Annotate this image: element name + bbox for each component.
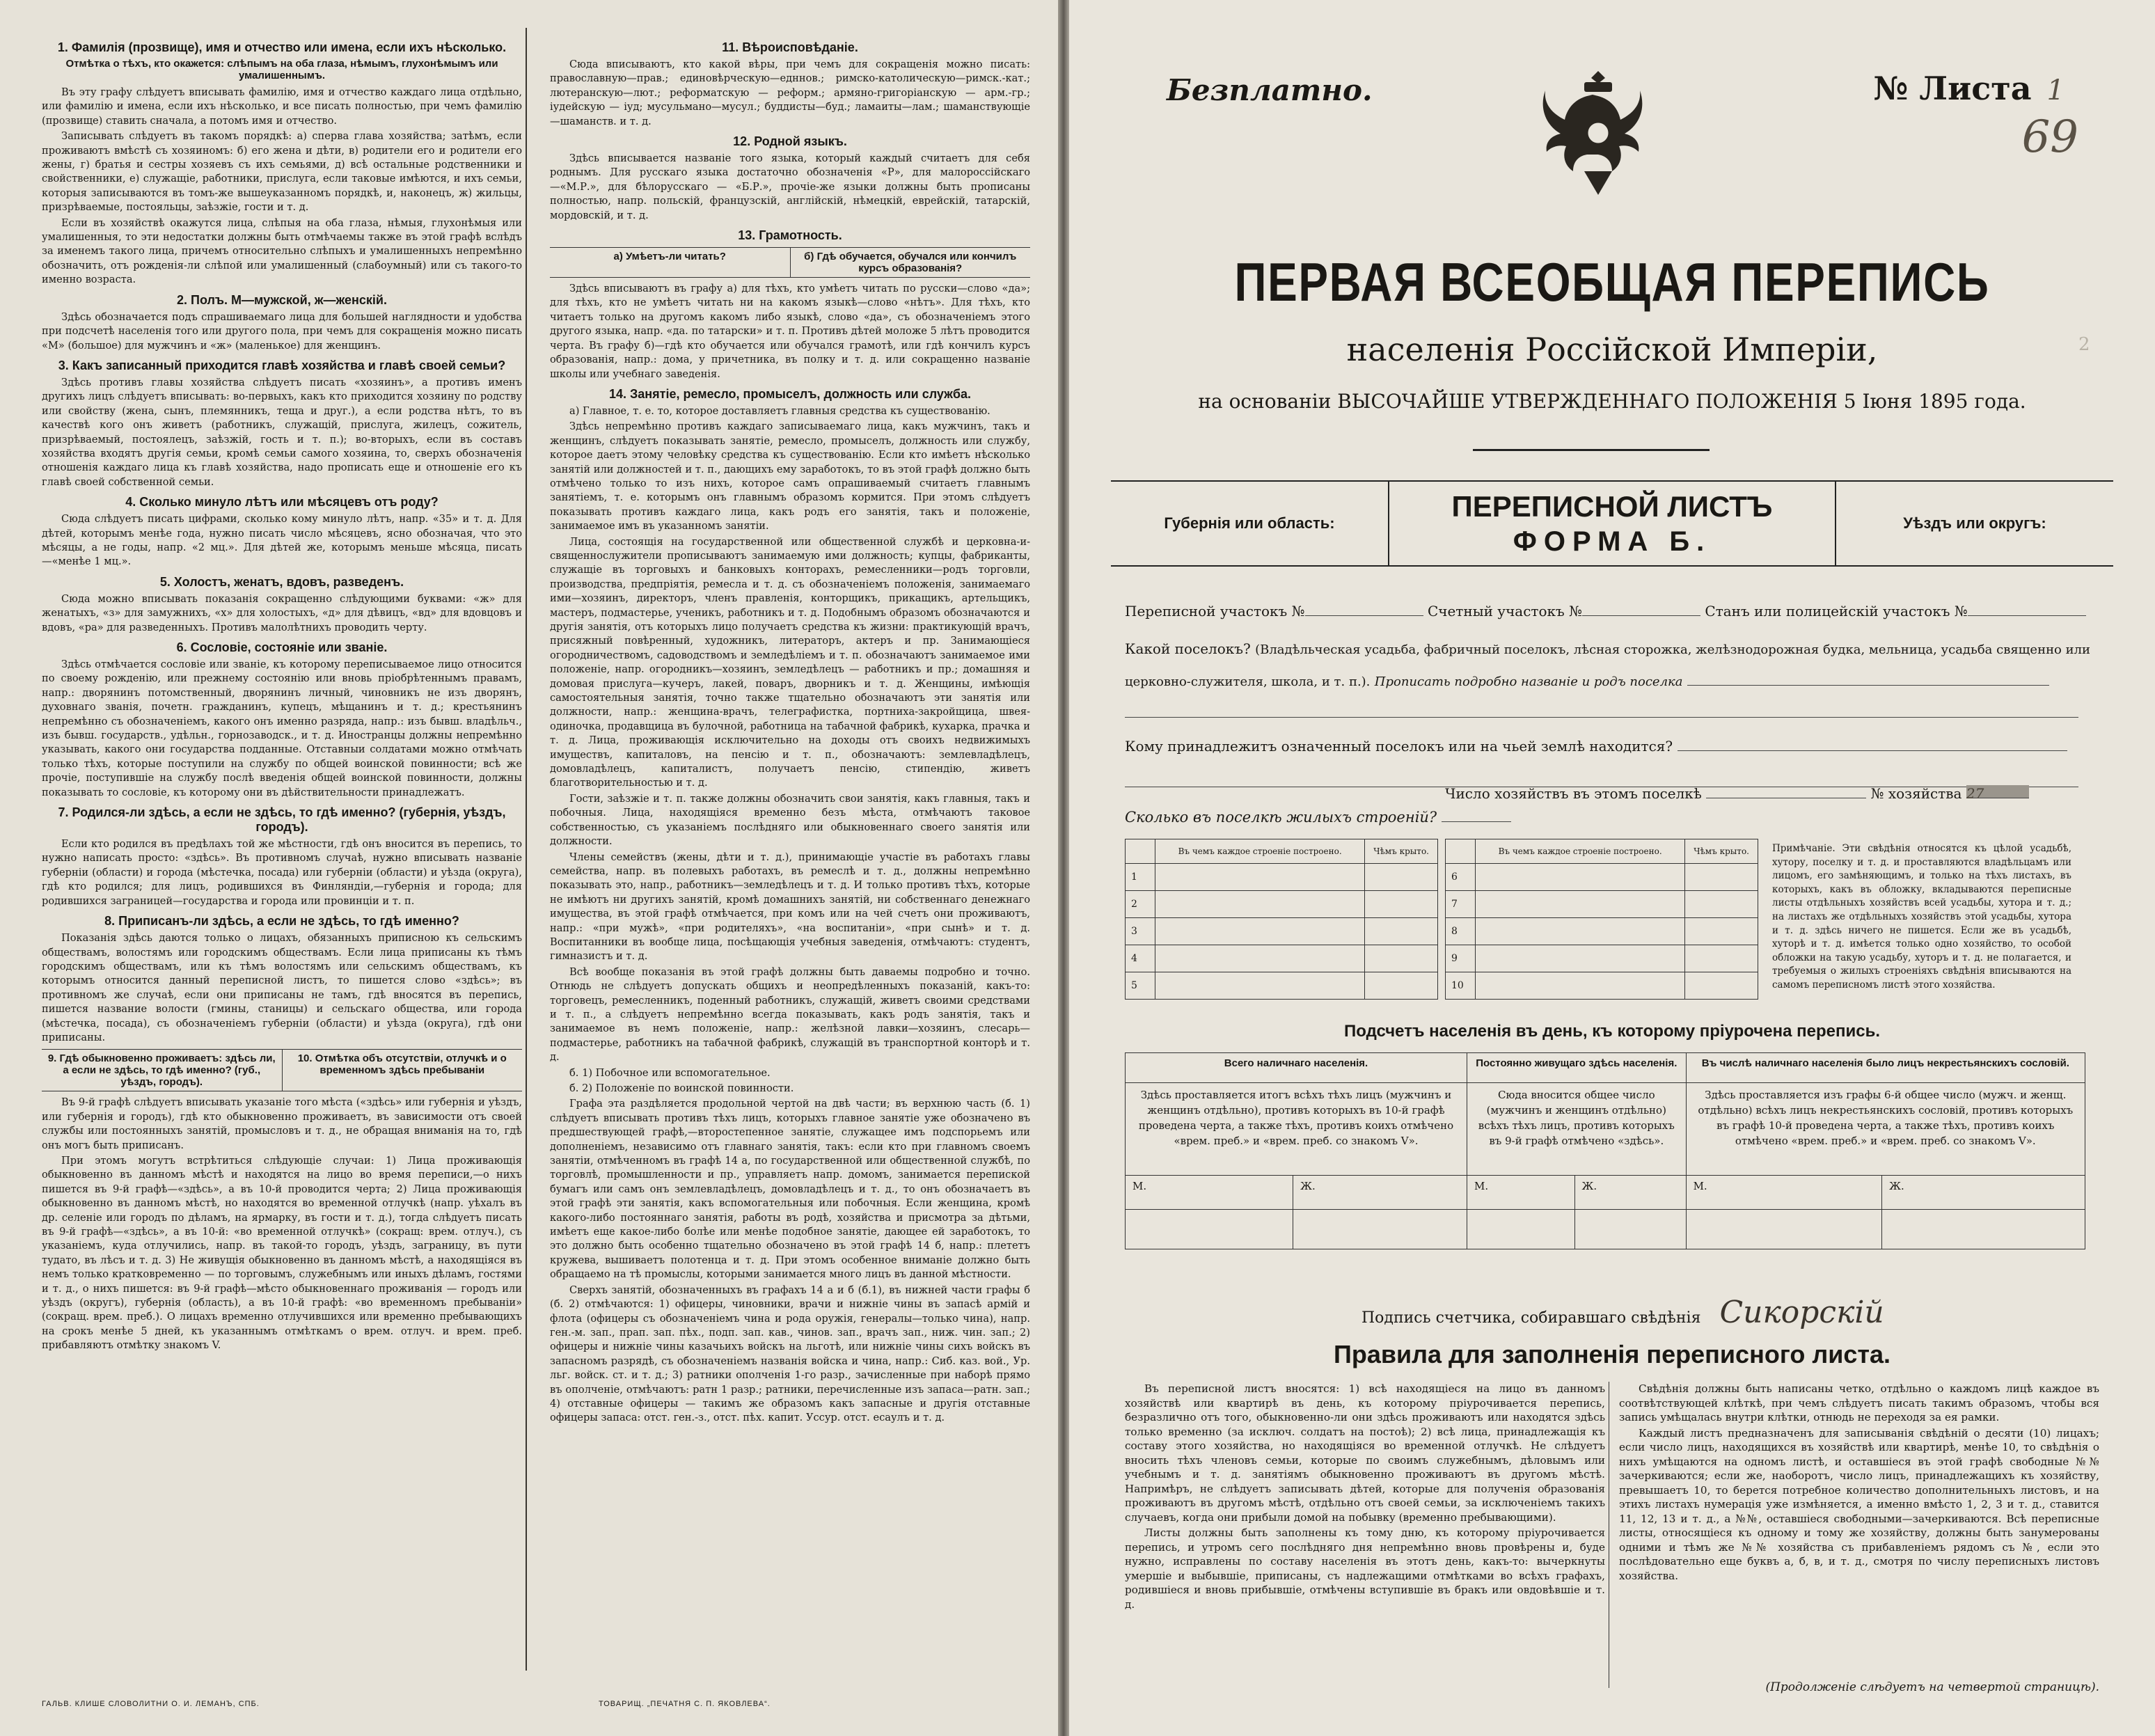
building-material-cell[interactable]: [1476, 891, 1685, 918]
section-paragraph: Сверхъ занятій, обозначенныхъ въ графахъ 14 а и б (б.1), въ нижней части графы б (б. 2) отмѣчаются: 1) офицеры, чиновники, врачи и нижніе чины въ запасѣ армій и флота (офицеры съ обозначеніемъ чина и рода оружія, генералы—только чина), напр. ген.-м. зап., прап. зап. пѣх., подп. зап. кав., чинов. зап., врачъ зап., ниж. чин. зап.; 2) офицеры и нижніе чины казачьихъ войскъ на льготѣ, или нижніе чины сихъ войскъ въ запасномъ разрядѣ, съ обозначеніемъ названія войска и чина, напр.: Сиб. каз. вой., Ур. льг. войск. ст. и т. д.; 3) ратники ополченія 1-го разр., зачисленные при наборѣ прямо въ ополченіе, отмѣчаютъ: ратн 1 разр.; ратники, перечисленные изъ запаса—ратн. зап.; 4) отставные офицеры — такимъ же образомъ какъ запасные и другія отставные офицеры запаса: отст. ген.-з., отст. пѣх. капит. Уссур. отст. есаулъ и т. д.: [550, 1284, 1030, 1424]
settlement-examples: (Владѣльческая усадьба, фабричный поселокъ, лѣсная сторожка, желѣзнодорожная будка, мельница, усадьба священно или: [1255, 642, 2091, 657]
section-paragraph: Графа эта раздѣляется продольной чертой на двѣ части; въ верхнюю часть (б. 1) слѣдуетъ вписывать противъ тѣхъ лицъ, которыхъ главное занятіе уже обозначено въ предшествующей графѣ,—второстепенное занятіе, служащее имъ подспорьемъ или дополненіемъ, независимо отъ главнаго занятія, такъ: если кто при главномъ своемъ занятіи, отмѣченномъ въ графѣ 14 а, по государственной или общественной службѣ, по торговлѣ, промышленности и пр., управляетъ напр. домомъ, занимается перепиской бумагъ или самъ онъ землевладѣлецъ, домовладѣлецъ и т. д., то онъ обозначаетъ въ этой графѣ эти занятія, какъ вспомогательныя или побочныя. Если женщина, кромѣ какого-либо постояннаго занятія, работы въ родѣ, хозяйства и присмотра за дѣтьми, имѣетъ еще какое-либо болѣе или менѣе подобное занятіе, дающее ей заработокъ, то это должно быть особенно тщательно обозначено въ этой графѣ 14 б, напр.: плететъ кружева, вышиваетъ полотенца и т. д. При этомъ особенное вниманіе должно быть обращаемо на тѣ промыслы, которыми занимается много лицъ въ данной мѣстности.: [550, 1098, 1030, 1281]
building-number: 1: [1126, 864, 1155, 891]
buildings-row: [1446, 972, 1758, 1000]
building-roof-cell[interactable]: [1365, 918, 1438, 945]
buildings-field[interactable]: [1442, 809, 1511, 822]
settlement-field[interactable]: [1687, 672, 2049, 686]
building-number: 2: [1126, 891, 1155, 918]
buildings-table-left: [1125, 839, 1438, 1000]
buildings-row: [1446, 891, 1758, 918]
rules-title: Правила для заполненія переписного листа.: [1333, 1340, 1891, 1368]
rules-paragraph: Въ переписной листъ вносятся: 1) всѣ находящіеся на лицо въ данномъ хозяйствѣ или квартирѣ въ день, къ которому пріурочивается перепись, безразлично отъ того, обыкновенно-ли они здѣсь проживаютъ или находятся здѣсь только временно (за исключ. солдатъ на постоѣ); 2) всѣ лица, принадлежащія къ составу этого хозяйства, но находящіяся во временной отлучкѣ. Не слѣдуетъ вносить тѣхъ членовъ семьи, которые по своимъ служебнымъ, дѣловымъ или учебнымъ и т. д. занятіямъ обыкновенно проживаютъ въ другомъ мѣстѣ. Напримѣръ, не слѣдуетъ записывать дѣтей, которые для полученія образованія проживаютъ въ другомъ мѣстѣ, отдѣльно отъ своей семьи, за исключеніемъ такихъ случаевъ, когда они прибыли домой на побывку (временно пребывающими).: [1125, 1382, 1605, 1524]
section-heading: 5. Холостъ, женатъ, вдовъ, разведенъ.: [159, 574, 404, 589]
building-roof-cell[interactable]: [1365, 972, 1438, 1000]
count-column-description: Здѣсь проставляется итогъ всѣхъ тѣхъ лицъ (мужчинъ и женщинъ отдѣльно), противъ которыхъ въ 10-й графѣ проведена черта, а также тѣхъ, противъ коихъ отмѣчено «врем. преб.» и «врем. преб. со знакомъ V».: [1126, 1083, 1467, 1176]
population-count-table: [1125, 1052, 2085, 1249]
rules-column-left: [1125, 1382, 1605, 1613]
census-district-field[interactable]: [1305, 603, 1423, 616]
signature-label: Подпись счетчика, собиравшаго свѣдѣнія: [1361, 1309, 1701, 1327]
continued-note: (Продолженіе слѣдуетъ на четвертой страницѣ).: [1765, 1680, 2099, 1694]
printer-credit-left: ГАЛЬВ. КЛИШЕ СЛОВОЛИТНИ О. И. ЛЕМАНЪ, СПБ.: [42, 1700, 260, 1708]
building-roof-cell[interactable]: [1685, 864, 1758, 891]
building-number: 10: [1446, 972, 1476, 1000]
column-divider: [526, 28, 527, 1671]
buildings-row: [1126, 891, 1438, 918]
female-total-cell[interactable]: [1574, 1210, 1686, 1249]
section-13-subheader: [550, 247, 1030, 278]
building-number: 9: [1446, 945, 1476, 972]
households-count-field[interactable]: [1706, 785, 1866, 798]
buildings-col-roof: Чѣмъ крыто.: [1365, 839, 1438, 864]
rules-column-right: [1619, 1382, 2099, 1584]
literacy-education-heading: б) Гдѣ обучается, обучался или кончилъ курсъ образованія?: [804, 251, 1017, 275]
rules-paragraph: Каждый листъ предназначенъ для записыванія свѣдѣній о десяти (10) лицахъ; если число лицъ, находящихся въ хозяйствѣ или квартирѣ, менѣе 10, то свѣдѣнія о нихъ умѣщаются на одномъ листѣ, и оставшіеся въ этой графѣ свободные №№ зачеркиваются; если же, наоборотъ, число лицъ, принадлежащихъ къ хозяйству, превышаетъ 10, то берется потребное количество дополнительныхъ листовъ, и на этихъ листахъ нумерація уже измѣняется, а именно вмѣсто 1, 2, 3 и т. д., ставится 11, 12, 13 и т. д., а №№, оставшіеся свободными—зачеркиваются. Всѣ переписные листы, относящіеся къ одному и тому же хозяйству, должны быть занумерованы одними и тѣмъ же №№ хозяйства съ прибавленіемъ рядомъ съ №, если это послѣдовательно еще буквъ а, б, в, и т. д., смотря по числу переписныхъ листовъ хозяйства.: [1619, 1426, 2099, 1582]
counting-district-field[interactable]: [1582, 603, 1700, 616]
building-roof-cell[interactable]: [1685, 945, 1758, 972]
buildings-row: [1446, 918, 1758, 945]
buildings-note: Примѣчаніе. Эти свѣдѣнія относятся къ цѣлой усадьбѣ, хутору, поселку и т. д. и проставляются владѣльцамъ или лицомъ, его замѣняющимъ, и только на тѣхъ листахъ, въ которыхъ, какъ въ обложку, вкладываются переписные листы отдѣльныхъ хозяйствъ всей усадьбы, хутора и т. д.; на листахъ же отдѣльныхъ хозяйствъ этой усадьбы, хутора и т. д. здѣсь ничего не пишется. Если же въ усадьбѣ, хуторѣ и т. д. имѣется только одно хозяйство, то особой обложки на такую усадьбу, хуторъ и т. д. не полагается, и требуемыя о жилыхъ строеніяхъ свѣдѣнія вписываются на самомъ переписномъ листѣ этого хозяйства.: [1772, 843, 2071, 991]
building-material-cell[interactable]: [1155, 972, 1365, 1000]
districts-line: [1125, 603, 2099, 620]
section-paragraph: Лица, состоящія на государственной или общественной службѣ и церковна-и-священнослужители прописываютъ занимаемую ими должность; купцы, фабриканты, служащіе въ торговыхъ и банковыхъ конторахъ, ремесленники—родъ торговли, производства, предпріятія, ремесла и т. д. съ обозначеніемъ положенія, занимаемаго ими—хозяинъ, директоръ, членъ правленія, конторщикъ, прикащикъ, артельщикъ, мастеръ, подмастерье, ученикъ, работникъ и т. д. Подобнымъ образомъ обозначаются и другія занятія, отъ которыхъ лицо получаетъ средства къ жизни: практикующій врачъ, присяжный повѣренный, художникъ, литераторъ, актеръ и пр. Занимающіеся огородничествомъ, садоводствомъ и земледѣліемъ и т. п. обозначаютъ занимаемое ими положеніе, напр. огородникъ—хозяинъ, земледѣлецъ — работникъ и пр.; домашняя и домовая прислуга—кучеръ, лакей, поваръ, дворникъ и т. д. Женщины, имѣющія самостоятельныя занятія, точно также тщательно обозначаютъ эти занятія или должности, напр.: женщина-врачъ, телеграфистка, портниха-закройщица, швея-одиночка, продавщица въ булочной, работница на табачной фабрикѣ, кухарка, прачка и т. д. Лица, проживающія исключительно на доходы отъ своихъ недвижимыхъ имуществъ, капиталовъ, на пенсію и т. п., обозначаютъ: землевладѣлецъ, домовладѣлецъ, капиталистъ, получаетъ пенсію, стипендію, живетъ благотворительностью и т. д.: [550, 535, 1030, 789]
building-material-cell[interactable]: [1155, 891, 1365, 918]
census-district-label: Переписной участокъ №: [1125, 603, 1305, 620]
owner-line: [1125, 738, 2099, 755]
form-header: [1111, 480, 2113, 567]
section-paragraph: Въ 9-й графѣ слѣдуетъ вписывать указаніе того мѣста («здѣсь» или губернія и уѣздъ, или губернія и городъ), гдѣ кто обыкновенно проживаетъ, въ зависимости отъ своей службы или постоянныхъ занятій, промысловъ и т. д., не обращая вниманія на то, гдѣ онъ могъ быть приписанъ.: [42, 1096, 522, 1151]
male-label: М.: [1126, 1176, 1293, 1210]
section-heading: 7. Родился-ли здѣсь, а если не здѣсь, то гдѣ именно? (губернія, уѣздъ, городъ).: [58, 805, 506, 835]
sheet-number-handwritten: 1: [2046, 74, 2065, 106]
section-9-heading: 9. Гдѣ обыкновенно проживаетъ: здѣсь ли, а если не здѣсь, то гдѣ именно? (губ., уѣздъ, городъ).: [42, 1050, 283, 1091]
building-material-cell[interactable]: [1155, 945, 1365, 972]
archive-number-handwritten: 69: [2021, 111, 2078, 163]
section-paragraph: Здѣсь вписываютъ въ графу а) для тѣхъ, кто умѣетъ читать по русски—слово «да»; для тѣхъ, кто не умѣетъ читать ни на какомъ языкѣ—слово «нѣтъ». Для тѣхъ, кто читаетъ только на другомъ какомъ либо языкѣ, слово «да», съ обозначеніемъ этого другого языка, напр. «да. по татарски» и т. п. Противъ дѣтей моложе 5 лѣтъ проводится черта. Въ графу б)—гдѣ кто обучается или обучался грамотѣ, или гдѣ кончилъ курсъ образованія, напр.: дома, у причетника, въ полку и т. д. или сокращенно названіе школы или учебнаго заведенія.: [550, 283, 1030, 380]
section-heading: 14. Занятіе, ремесло, промыселъ, должность или служба.: [608, 386, 972, 401]
counting-district-label: Счетный участокъ №: [1427, 603, 1583, 620]
buildings-col-material: Въ чемъ каждое строеніе построено.: [1155, 839, 1365, 864]
section-heading: 8. Приписанъ-ли здѣсь, а если не здѣсь, то гдѣ именно?: [104, 914, 459, 929]
sheet-number: [1873, 70, 2078, 163]
rules-paragraph: Листы должны быть заполнены къ тому дню, къ которому пріурочивается перепись, и утромъ сего послѣдняго дня непремѣнно вновь провѣрены и, буде нужно, исправлены по составу населенія въ этотъ день, какъ-то: вычеркнуты умершіе и выбывшіе, приписаны, съ надлежащими отмѣтками во всѣхъ графахъ, родившіеся и вновь прибывшіе, отмѣчены вступившіе въ бракъ или овдовѣвшіе и т. д.: [1125, 1526, 1605, 1611]
building-material-cell[interactable]: [1155, 864, 1365, 891]
section-paragraph: Здѣсь вписывается названіе того языка, который каждый считаетъ для себя роднымъ. Для русскаго языка достаточно обозначенія «Р», для малороссійскаго—«М.Р.», для бѣлорусскаго — «Б.Р.», прочіе-же языки должны быть прописаны полностью, напр. польскій, французскій, англійскій, нѣмецкій, еврейскій, татарскій, мордовскій, и т. д.: [550, 152, 1030, 221]
section-paragraph: Гости, заѣзжіе и т. п. также должны обозначить свои занятія, какъ главныя, такъ и побочныя. Лица, находящіяся временно безъ мѣста, отмѣчаютъ таковое собственностью, съ указаніемъ послѣдняго или обыкновеннаго своего занятія или должности.: [550, 792, 1030, 848]
count-column-heading: Всего наличнаго населенія.: [1126, 1053, 1467, 1083]
settlement-label: Какой поселокъ?: [1125, 640, 1251, 657]
buildings-col-roof-2: Чѣмъ крыто.: [1685, 839, 1758, 864]
section-paragraph: Показанія здѣсь даются только о лицахъ, обязанныхъ приписною къ сельскимъ обществамъ, волостямъ или городскимъ обществамъ. Если лица приписаны къ тѣмъ городскимъ обществамъ, или къ тѣмъ волостямъ или сельскимъ обществамъ, къ которымъ относится данный переписной листъ, то пишется слово «здѣсь»; въ противномъ же случаѣ, если они приписаны не тамъ, гдѣ вносятся въ перепись, пишется название волости (гмины, станицы) и сельскаго общества, или города (мѣстечка, посада), съ обозначеніемъ губерніи (области) и уѣзда (округа), гдѣ они приписаны.: [42, 932, 522, 1043]
building-number: 7: [1446, 891, 1476, 918]
section-heading: 11. Вѣроисповѣданіе.: [722, 40, 858, 54]
uezd-label: Уѣздъ или округъ:: [1903, 514, 2046, 532]
building-number: 5: [1126, 972, 1155, 1000]
building-material-cell[interactable]: [1476, 918, 1685, 945]
census-subtitle: населенія Россійской Имперіи,: [1346, 331, 1878, 368]
building-roof-cell[interactable]: [1685, 918, 1758, 945]
gubernia-label: Губернія или область:: [1164, 514, 1335, 532]
section-paragraph: Если въ хозяйствѣ окажутся лица, слѣпыя на оба глаза, нѣмыя, глухонѣмыя или умалишенныя, то эти недостатки должны быть отмѣчаемы также въ этой графѣ вслѣдъ за именемъ такого лица, причемъ относительно слѣпыхъ и умалишенныхъ непремѣнно обозначить, отъ рожденія-ли слѣпой или умалишенный (слабоумный) или съ такого-то именно возраста.: [42, 216, 522, 286]
count-column-heading: Постоянно живущаго здѣсь населенія.: [1467, 1053, 1687, 1083]
legal-basis: на основаніи ВЫСОЧАЙШЕ УТВЕРЖДЕННАГО ПОЛОЖЕНІЯ 5 Іюня 1895 года.: [1198, 390, 2026, 413]
sheet-title: ПЕРЕПИСНОЙ ЛИСТЪ: [1451, 490, 1773, 523]
section-heading: 3. Какъ записанный приходится главѣ хозяйства и главѣ своей семьи?: [58, 358, 506, 372]
section-10-heading: 10. Отмѣтка объ отсутствіи, отлучкѣ и о временномъ здѣсь пребываніи: [297, 1052, 507, 1077]
building-material-cell[interactable]: [1476, 864, 1685, 891]
rules-paragraph: Свѣдѣнія должны быть написаны четко, отдѣльно о каждомъ лицѣ каждое въ соотвѣтствующей клѣткѣ, при чемъ слѣдуетъ писать такимъ образомъ, чтобы вся запись умѣщалась внутри клѣтки, отнюдь не переходя за ея рамки.: [1619, 1382, 2099, 1423]
enumerator-signature-line: [1361, 1295, 1884, 1330]
female-label: Ж.: [1293, 1176, 1467, 1210]
section-heading: 2. Полъ. М—мужской, ж—женскій.: [177, 292, 387, 307]
section-heading: 6. Сословіе, состояніе или званіе.: [176, 640, 388, 654]
sheet-number-label: № Листа: [1873, 70, 2032, 107]
free-label: Безплатно.: [1167, 73, 1373, 107]
building-number: 8: [1446, 918, 1476, 945]
building-number: 3: [1126, 918, 1155, 945]
buildings-line: [1125, 809, 2099, 826]
section-paragraph: а) Главное, т. е. то, которое доставляетъ главныя средства къ существованію.: [569, 404, 990, 417]
section-paragraph: Здѣсь обозначается подъ спрашиваемаго лица для большей наглядности и удобства при подсчетѣ населенія того или другого пола, при чемъ для сокращенія можно писать «М» (большое) для мужчинъ и «ж» (маленькое) для женщинъ.: [42, 310, 522, 352]
households-count-label: Число хозяйствъ въ этомъ поселкѣ: [1445, 785, 1702, 802]
settlement-field-cont[interactable]: [1125, 704, 2078, 718]
section-heading: 12. Родной языкъ.: [733, 134, 847, 149]
section-paragraph: Сюда слѣдуетъ писать цифрами, сколько кому минуло лѣтъ, напр. «35» и т. д. Для дѣтей, которымъ менѣе года, нужно писать число мѣсяцевъ, ясно обозначая, что это мѣсяцы, а не годы, напр. «2 мц.». Для дѣтей же, которымъ меньше мѣсяца, писать—«менѣе 1 мц.».: [42, 513, 522, 568]
buildings-row: [1126, 864, 1438, 891]
instructions-column-right: [550, 35, 1030, 1427]
printer-credit-right: ТОВАРИЩ. „ПЕЧАТНЯ С. П. ЯКОВЛЕВА“.: [599, 1700, 771, 1708]
section-paragraph: Всѣ вообще показанія въ этой графѣ должны быть даваемы подробно и точно. Отнюдь не слѣдуетъ допускать общихъ и неопредѣленныхъ показаній, какъ-то: торговецъ, ремесленникъ, поденный работникъ, служащій, живетъ своими средствами и т. п., а слѣдуетъ непремѣнно всегда показывать, какъ родъ занятія, такъ и занимаемое въ немъ положеніе, напр.: желѣзной лавки—хозяинъ, слесарь—подмастерье, работникъ на табачной фабрикѣ, служащій въ транспортной конторѣ и т. д.: [550, 965, 1030, 1064]
title-rule: [1473, 449, 1710, 451]
section-paragraph: При этомъ могутъ встрѣтиться слѣдующіе случаи: 1) Лица проживающія обыкновенно въ данномъ мѣстѣ и находятся на лицо во время переписи,—о нихъ пишется въ 9-й графѣ—«здѣсь», а въ 10-й проводится черта; 2) Лица проживающія обыкновенно въ данномъ мѣстѣ, но находятся во временной отлучкѣ (напр. уѣхалъ въ др. селеніе или городъ по дѣламъ, на ярмарку, въ гости и т. д.), тогда слѣдуетъ писать въ 9-й графѣ—«здѣсь», а въ 10-й: «во временной отлучкѣ» (сокращ: врем. отлуч.), съ указаніемъ, куда отлучились, напр. въ такой-то городъ, уѣздъ, заграницу, въ пути тудатo, въ лѣсъ и т. д. 3) Не живущія обыкновенно въ данномъ мѣстѣ, а находящіяся въ немъ только кратковременно — по торговымъ, служебнымъ или иныхъ дѣламъ, гостями и т. д., о нихъ пишется: въ 9-й графѣ—мѣсто обыкновеннаго проживанія — городъ или уѣздъ (округъ), губернія (область), а въ 10-й графѣ: «во временномъ пребываніи» (сокращ. врем. преб.). О лицахъ временно отлучившихся или временно пребывающихъ на срокъ менѣе 5 дней, къ указаннымъ отмѣткамъ о врем. отлуч. и врем. преб. прибавляютъ отмѣтку знакомъ V.: [42, 1154, 522, 1352]
settlement-instruction: Прописать подробно названіе и родъ поселка: [1374, 674, 1683, 689]
section-paragraph: Сюда вписываютъ, кто какой вѣры, при чемъ для сокращенія можно писать: православную—прав.; единовѣрческую—едннов.; римско-католическую—римск.-кат.; лютеранскую—лют.; реформатскую — реформ.; армяно-григоріанскую — арм.-гр.; іудейскую — іуд; мусульманo—мусул.; буддисты—буд.; ламаиты—лам.; шаманствующіе—шаманств. и т. д.: [550, 58, 1030, 127]
section-paragraph: Если кто родился въ предѣлахъ той же мѣстности, гдѣ онъ вносится въ перепись, то нужно написать просто: «здѣсь». Въ противномъ случаѣ, нужно вписывать названіе губерніи (области) и города (мѣстечка, посада) или губерніи (области) и уѣзда (округа), гдѣ кто родился; для лицъ, родившихся въ Финляндіи,—губернія и города; для родившихся заграницей—государства и города или провинціи и т. п.: [42, 838, 522, 907]
count-column-description: Здѣсь проставляется изъ графы 6-й общее число (мужч. и женщ. отдѣльно) всѣхъ лицъ некрестьянскихъ сословій, противъ которыхъ въ графѣ 10-й проведена черта, а также тѣхъ, противъ коихъ отмѣчено «врем. преб.» и «врем. преб. со знакомъ V».: [1686, 1083, 2085, 1176]
section-paragraph: б. 1) Побочное или вспомогательное.: [569, 1066, 771, 1079]
male-total-cell[interactable]: [1467, 1210, 1574, 1249]
buildings-label: Сколько въ поселкѣ жилыхъ строеній?: [1125, 809, 1437, 826]
police-district-field[interactable]: [1968, 603, 2086, 616]
section-paragraph: Записывать слѣдуетъ въ такомъ порядкѣ: а) сперва глава хозяйства; затѣмъ, если проживаютъ вмѣстѣ съ хозяиномъ: б) его жена и дѣти, в) родители его и родители его жены, г) братья и сестры хозяевъ съ ихъ семьями, д) всѣ остальные родственники и свойственники, е) служащіе, работники, прислуга, если таковые имѣются, и ихъ семьи, которыя записываются въ томъ-же вышеуказанномъ порядкѣ, и, наконецъ, ж) жильцы, призрѣваемые, постояльцы, заѣзжіе, гости и т. д.: [42, 130, 522, 214]
section-paragraph: Въ эту графу слѣдуетъ вписывать фамилію, имя и отчество каждаго лица отдѣльно, или фамилію и имена, если ихъ нѣсколько, и все писать полностью, при чемъ фамилію (прозвище) ставить сначала, а потомъ имя и отчество.: [42, 86, 522, 127]
blank-line: [1125, 704, 2099, 721]
building-roof-cell[interactable]: [1365, 945, 1438, 972]
section-paragraph: Здѣсь противъ главы хозяйства слѣдуетъ писать «хозяинъ», а противъ именъ другихъ лицъ слѣдуетъ вписывать: во-первыхъ, какъ кто приходится хозяину по родству или свойству (жена, сынъ, племянникъ, теща и друг.), а если родства нѣтъ, то въ качествѣ кого онъ живетъ (работникъ, служащій, прислуга, жилецъ, сожитель, призрѣваемый, постоялецъ, заѣзжій, гость и т. п.); во-вторыхъ, если въ составъ хозяйства входятъ другія семьи, кромѣ семьи самого хозяина, то, сверхъ обозначенія отношенія каждаго лица къ главѣ хозяйства, надо прописать еще и отношеніе его къ главѣ своей собственной семьи.: [42, 376, 522, 488]
female-total-cell[interactable]: [1293, 1210, 1467, 1249]
census-form-page: [1069, 0, 2155, 1736]
buildings-row: [1126, 918, 1438, 945]
instructions-column-left: [42, 35, 522, 1355]
settlement-line-2: [1125, 672, 2099, 689]
building-material-cell[interactable]: [1155, 918, 1365, 945]
building-roof-cell[interactable]: [1365, 891, 1438, 918]
building-roof-cell[interactable]: [1365, 864, 1438, 891]
section-heading: 4. Сколько минуло лѣтъ или мѣсяцевъ отъ роду?: [125, 495, 439, 510]
male-label: М.: [1467, 1176, 1574, 1210]
gubernia-field[interactable]: [1111, 482, 1388, 565]
count-column-description: Сюда вносится общее число (мужчинъ и женщинъ отдѣльно) всѣхъ тѣхъ лицъ, противъ которыхъ въ 9-й графѣ отмѣчено «здѣсь».: [1467, 1083, 1687, 1176]
section-heading: 1. Фамилія (прозвище), имя и отчество или имена, если ихъ нѣсколько.: [57, 40, 507, 54]
section-subheading: Отмѣтка о тѣхъ, кто окажется: слѣпымъ на оба глаза, нѣмымъ, глухонѣмымъ или умалишеннымъ.: [65, 58, 498, 81]
building-roof-cell[interactable]: [1685, 891, 1758, 918]
buildings-table-right: [1445, 839, 1758, 1000]
owner-label: Кому принадлежитъ означенный поселокъ или на чьей землѣ находится?: [1125, 738, 1673, 755]
population-count-title: Подсчетъ населенія въ день, къ которому пріурочена перепись.: [1344, 1022, 1880, 1041]
section-heading: 13. Грамотность.: [738, 228, 842, 243]
section-paragraph: б. 2) Положеніе по воинской повинности.: [569, 1082, 794, 1094]
building-material-cell[interactable]: [1476, 945, 1685, 972]
male-label: М.: [1686, 1176, 1882, 1210]
section-paragraph: Здѣсь непремѣнно противъ каждаго записываемаго лица, какъ мужчинъ, такъ и женщинъ, слѣдуетъ показывать занятіе, ремесло, промыселъ, должность или службу, которое даетъ этому человѣку средства къ существованію. Если кто имѣетъ нѣсколько занятій или должностей и т. п., дающихъ ему заработокъ, то въ этой графѣ должно быть отмѣчено только то изъ нихъ, которое самъ опрашиваемый считаетъ главнымъ занятіемъ, т. е. которымъ онъ главнымъ образомъ кормится. При этомъ слѣдуетъ показывать противъ каждаго лица, какъ родъ его занятія, такъ и положеніе, занимаемое имъ въ указанномъ занятіи.: [550, 420, 1030, 532]
households-line: [1445, 785, 2099, 802]
building-roof-cell[interactable]: [1685, 972, 1758, 1000]
household-number-label: № хозяйства: [1870, 785, 1962, 802]
buildings-row: [1126, 972, 1438, 1000]
household-number-handwritten: 27: [1966, 785, 2029, 798]
buildings-row: [1446, 945, 1758, 972]
uezd-field[interactable]: [1836, 482, 2113, 565]
male-total-cell[interactable]: [1126, 1210, 1293, 1249]
count-column-heading: Въ числѣ наличнаго населенія было лицъ некрестьянскихъ сословій.: [1686, 1053, 2085, 1083]
book-spine: [1058, 0, 1069, 1736]
female-label: Ж.: [1882, 1176, 2085, 1210]
female-label: Ж.: [1574, 1176, 1686, 1210]
police-district-label: Станъ или полицейскій участокъ №: [1705, 603, 1968, 620]
enumerator-signature[interactable]: Сикорскій: [1719, 1295, 1884, 1330]
form-label: ФОРМА Б.: [1513, 526, 1712, 557]
sheet-title-box: [1388, 482, 1836, 565]
literacy-read-heading: а) Умѣетъ-ли читать?: [550, 248, 791, 277]
buildings-col-material-2: Въ чемъ каждое строеніе построено.: [1476, 839, 1685, 864]
building-number: 6: [1446, 864, 1476, 891]
section-paragraph: Сюда можно вписывать показанія сокращенно слѣдующими буквами: «ж» для женатыхъ, «з» для замужнихъ, «х» для холостыхъ, «д» для дѣвицъ, «вд» для вдовцовъ и вдовъ, «ра» для разведенныхъ. Противъ малолѣтнихъ проводить черту.: [42, 592, 522, 633]
section-paragraph: Здѣсь отмѣчается сословіе или званіе, къ которому переписываемое лицо относится по своему рожденію, или прежнему состоянію или вновь пріобрѣтеннымъ правамъ, напр.: дворянинъ потомственный, дворянинъ личный, чиновникъ не изъ дворянъ, духовнаго званія, почетн. гражданинъ, купецъ, мѣщанинъ и т. д.; крестьянинъ непремѣнно съ обозначеніемъ, какого онъ именно разряда, напр.: изъ бывш. владѣльч., изъ бывш. государств., удѣльн., горнозаводск., и т. д. Иностранцы должны непремѣнно указывать, какого они государства подданные. Отставныи солдатами можно отмѣчать только тѣхъ, которые поступили на службу по общей воинской повинности; всѣ же прочіе, поступившіе на службу послѣ введенія общей воинской повинности, должны показывать то сословіе, къ которому они въ дѣйствительности принадлежатъ.: [42, 658, 522, 798]
buildings-row: [1126, 945, 1438, 972]
instructions-page: [0, 0, 1058, 1736]
male-total-cell[interactable]: [1686, 1210, 1882, 1249]
section-paragraph: Члены семействъ (жены, дѣти и т. д.), принимающіе участіе въ работахъ главы семейства, напр. въ полевыхъ работахъ, въ ремеслѣ и т. д., должны непремѣнно показывать это, напр., работникъ—земледѣлецъ и т. д. И только противъ тѣхъ, которые не имѣютъ ни другихъ занятій, кромѣ домашнихъ занятій, ни собственнаго денежнаго имущества, въ этой графѣ отмѣчается, при комъ или на чей счетъ они проживаютъ, напр.: «при мужѣ», «при родителяхъ», «на воспитаніи», «при сынѣ» и т. д. Воспитанники въ вообще лица, посѣщающія учебныя заведенія, отмѣчаютъ: студентъ, гимназистъ и т. д.: [550, 851, 1030, 963]
bleed-through-mark: 2: [2078, 334, 2090, 355]
building-material-cell[interactable]: [1476, 972, 1685, 1000]
settlement-examples-cont: церковно-служителя, школа, и т. п.).: [1125, 674, 1371, 689]
imperial-eagle-emblem: [1542, 67, 1654, 199]
sections-9-10-header: [42, 1049, 522, 1091]
building-number: 4: [1126, 945, 1155, 972]
female-total-cell[interactable]: [1882, 1210, 2085, 1249]
owner-field[interactable]: [1678, 738, 2067, 751]
census-title: ПЕРВАЯ ВСЕОБЩАЯ ПЕРЕПИСЬ: [1234, 251, 1990, 313]
buildings-row: [1446, 864, 1758, 891]
settlement-line: [1125, 640, 2099, 657]
